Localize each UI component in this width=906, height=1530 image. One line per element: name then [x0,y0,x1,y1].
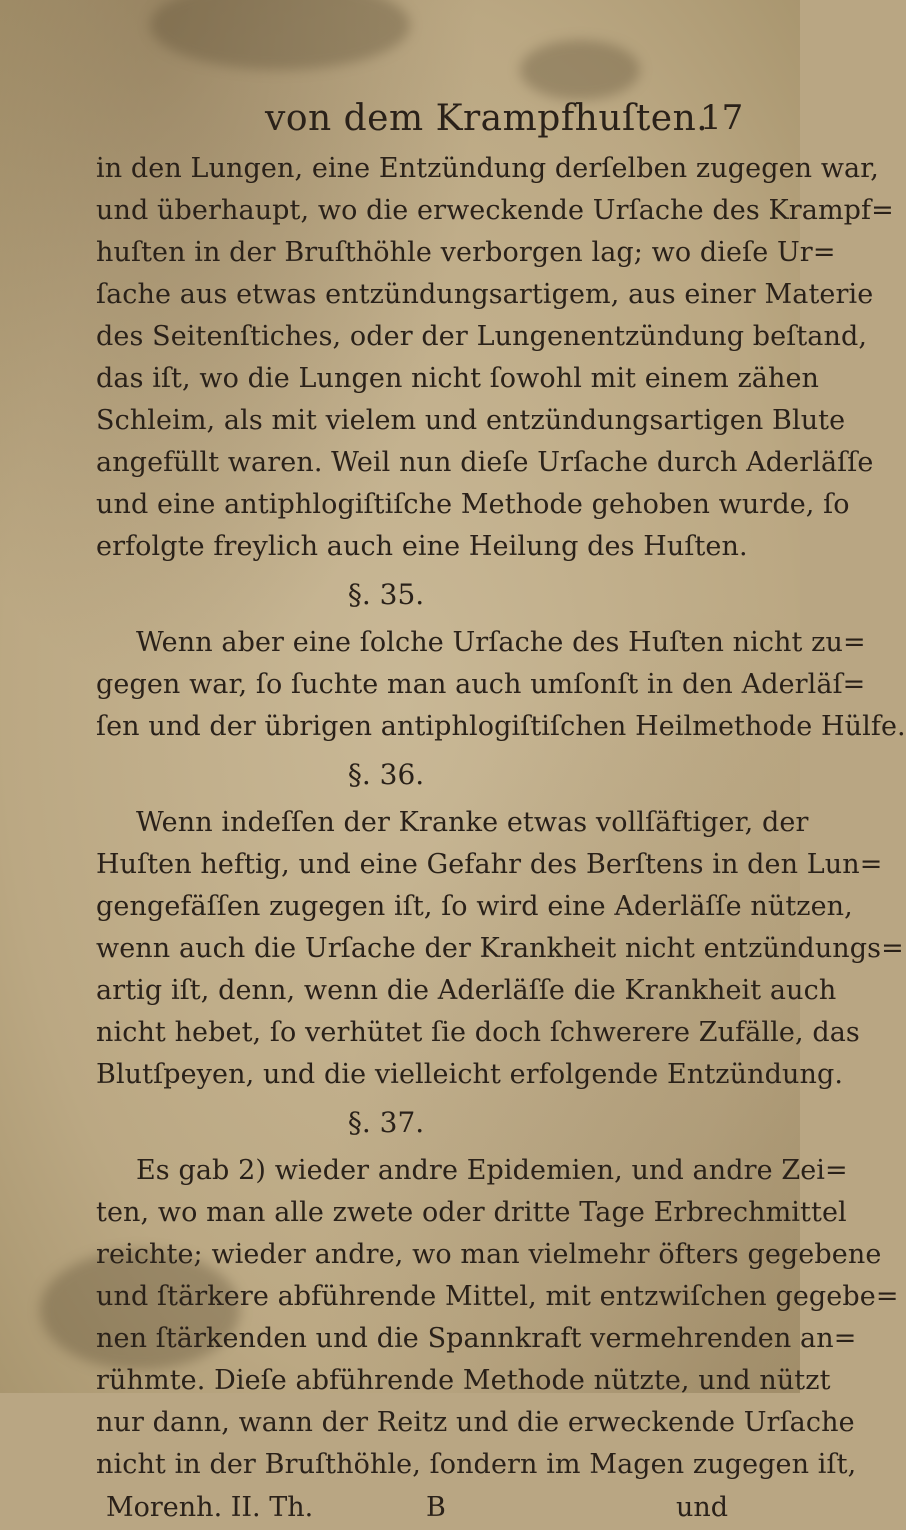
text-line: und überhaupt, wo die erweckende Urſache des Krampf= [96,195,894,226]
text-line: ſen und der übrigen antiphlogiſtiſchen Heilmethode Hülfe. [96,711,906,742]
signature-mark: Morenh. II. Th. [106,1492,314,1523]
paragraph [96,802,904,1096]
text-line: erfolgte freylich auch eine Heilung des Huſten. [96,531,748,562]
text-line: Huſten heftig, und eine Gefahr des Berſtens in den Lun= [96,849,883,880]
signature-letter: B [426,1492,446,1523]
text-line: Blutſpeyen, und die vielleicht erfolgende Entzündung. [96,1059,844,1090]
paragraph [96,148,894,568]
text-line: nur dann, wann der Reitz und die erweckende Urſache [96,1407,855,1438]
text-line: ten, wo man alle zwete oder dritte Tage Erbrechmittel [96,1197,847,1228]
text-line: artig iſt, denn, wenn die Aderläſſe die Krankheit auch [96,975,837,1006]
text-line: des Seitenſtiches, oder der Lungenentzündung beſtand, [96,321,868,352]
paper-stain [520,40,640,100]
text-line: angefüllt waren. Weil nun dieſe Urſache durch Aderläſſe [96,447,874,478]
paper-stain [150,0,410,70]
text-line: reichte; wieder andre, wo man vielmehr öfters gegebene [96,1239,882,1270]
text-line: und eine antiphlogiſtiſche Methode gehoben wurde, ſo [96,489,850,520]
text-line: wenn auch die Urſache der Krankheit nicht entzündungs= [96,933,904,964]
section-heading: §. 37. [347,1106,425,1139]
text-line: rühmte. Dieſe abführende Methode nützte, und nützt [96,1365,831,1396]
text-line: gegen war, ſo ſuchte man auch umſonſt in den Aderläſ= [96,669,866,700]
page-footer [96,1486,736,1530]
text-line: gengefäſſen zugegen iſt, ſo wird eine Aderläſſe nützen, [96,891,853,922]
paragraph [96,622,906,748]
text-line: nicht in der Bruſthöhle, ſondern im Magen zugegen iſt, [96,1449,857,1480]
body-text [96,148,906,1530]
text-line: das iſt, wo die Lungen nicht ſowohl mit einem zähen [96,363,820,394]
text-line: nen ſtärkenden und die Spannkraft vermehrenden an= [96,1323,857,1354]
page-number: 17 [700,98,744,138]
page-header [0,98,800,148]
text-line: Wenn indeſſen der Kranke etwas vollſäftiger, der [136,807,809,838]
text-line: und ſtärkere abführende Mittel, mit entzwiſchen gegebe= [96,1281,899,1312]
text-line: nicht hebet, ſo verhütet ſie doch ſchwerere Zufälle, das [96,1017,860,1048]
text-line: Schleim, als mit vielem und entzündungsartigen Blute [96,405,846,436]
text-line: Wenn aber eine ſolche Urſache des Huſten nicht zu= [136,627,866,658]
text-line: ſache aus etwas entzündungsartigem, aus einer Materie [96,279,874,310]
paragraph [96,1150,899,1486]
text-line: huſten in der Bruſthöhle verborgen lag; wo dieſe Ur= [96,237,836,268]
section-heading: §. 35. [347,578,425,611]
section-heading: §. 36. [347,758,425,791]
text-line: Es gab 2) wieder andre Epidemien, und andre Zei= [136,1155,848,1186]
catchword: und [676,1492,729,1523]
text-line: in den Lungen, eine Entzündung derſelben zugegen war, [96,153,879,184]
running-title: von dem Krampfhuſten. [265,98,709,139]
